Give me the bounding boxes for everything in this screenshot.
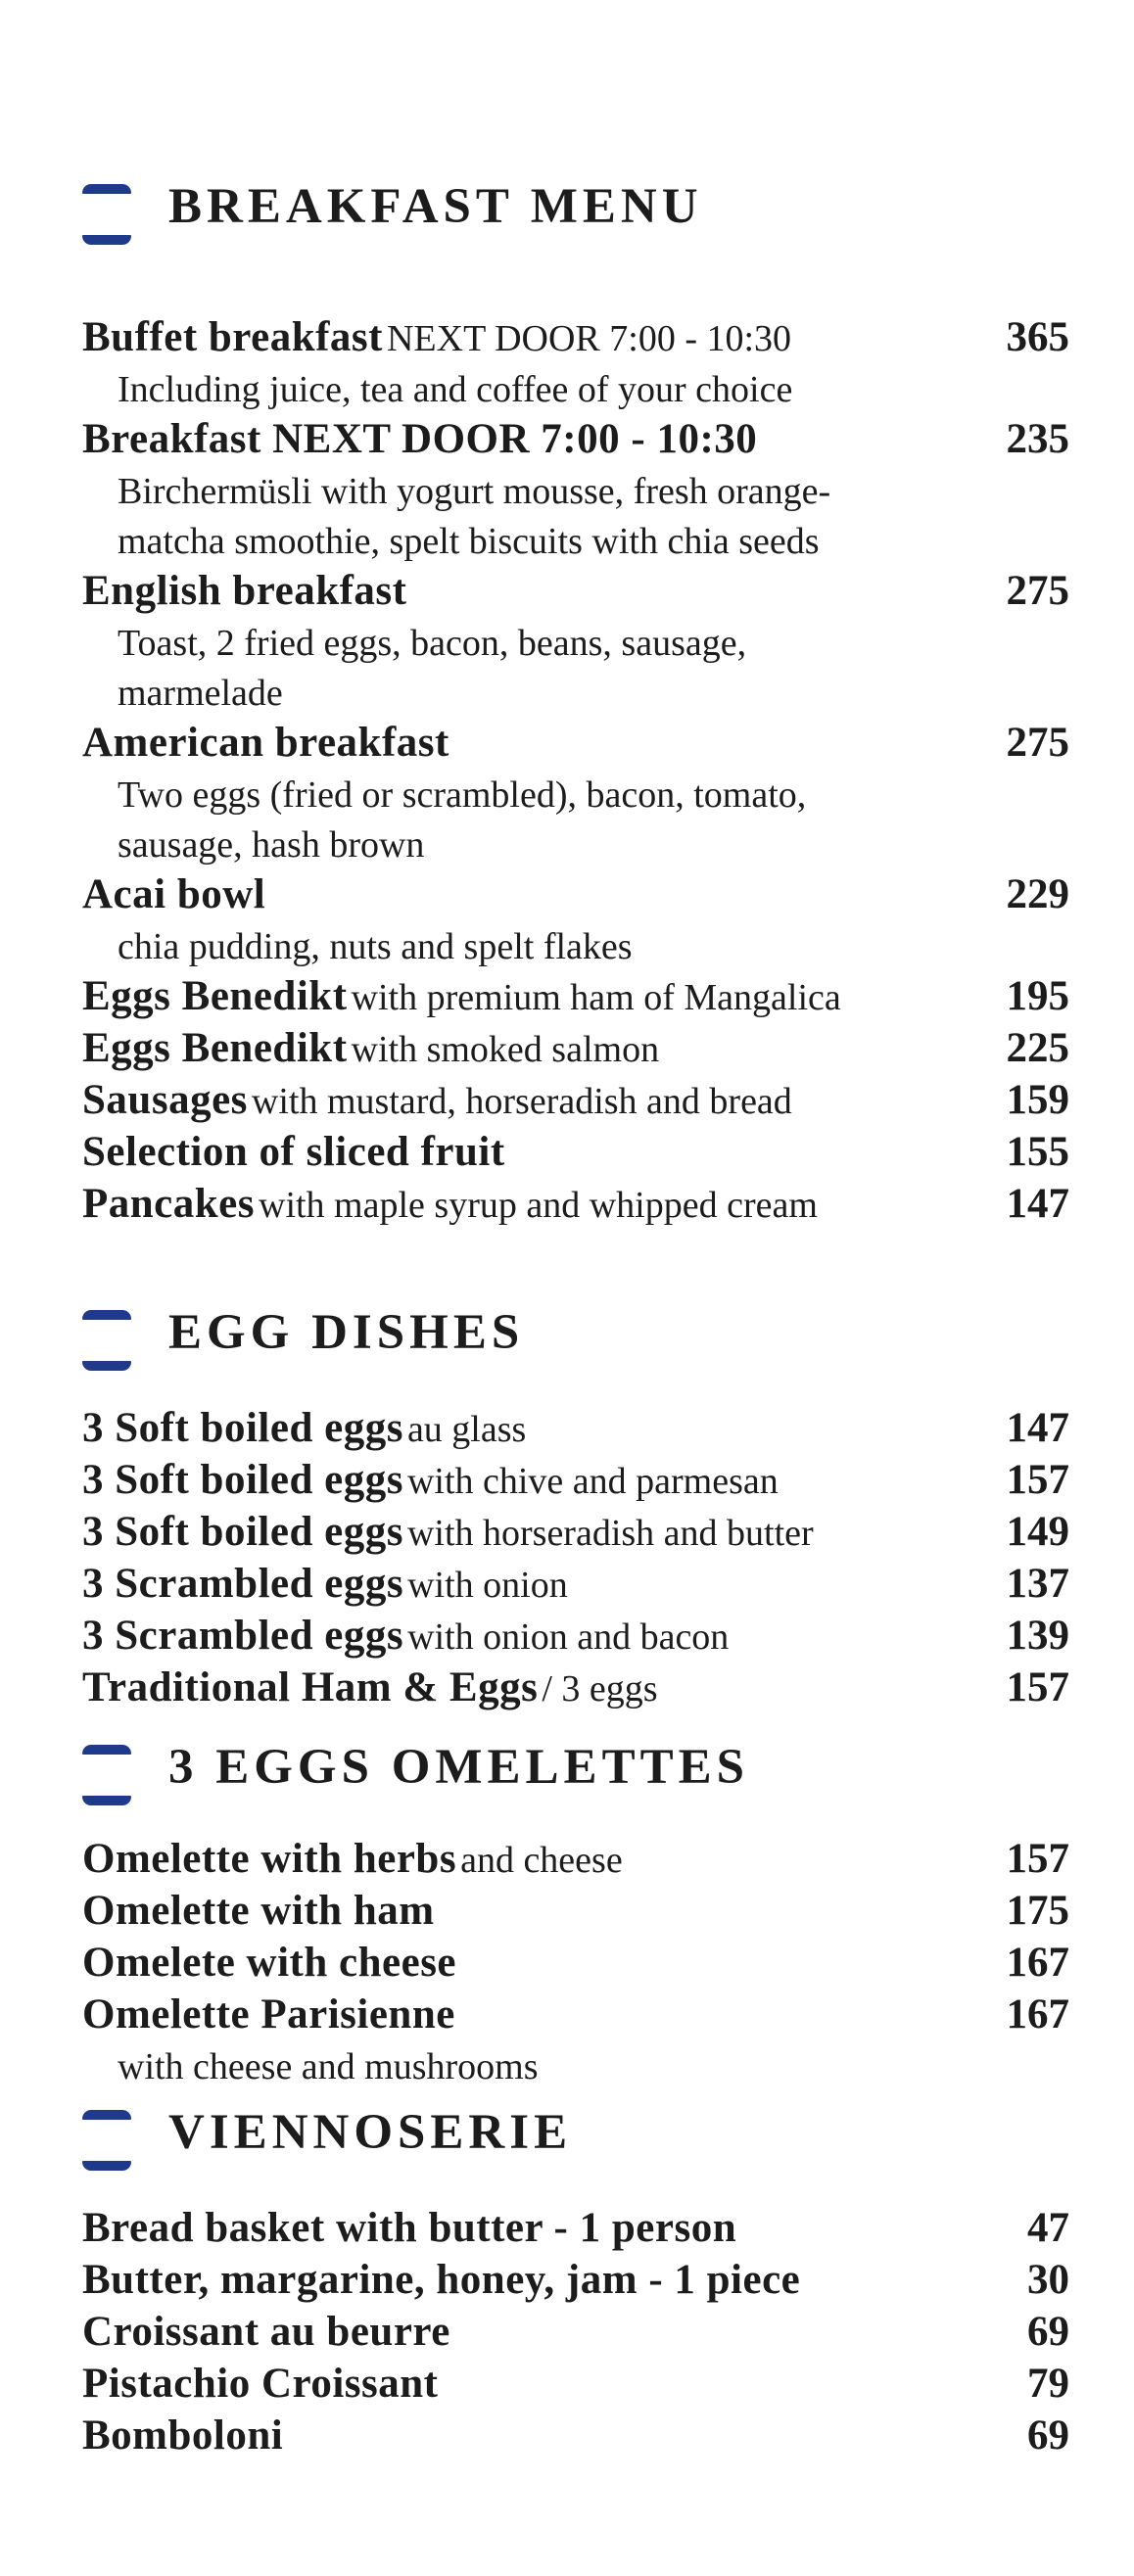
section-header [82, 1740, 1069, 1833]
item-price: 235 [1006, 416, 1069, 462]
item-name: Traditional Ham & Eggs [82, 1664, 539, 1710]
item-name: Bread basket with butter - 1 person [82, 2205, 737, 2251]
item-price: 69 [1027, 2412, 1069, 2459]
item-detail: / 3 eggs [542, 1668, 658, 1710]
menu-item [82, 1128, 1069, 1180]
section-breakfast-menu [82, 179, 1069, 1232]
item-description: Including juice, tea and coffee of your choice [118, 369, 793, 410]
menu-section-icon [82, 1745, 131, 1805]
item-name: 3 Soft boiled eggs [82, 1509, 403, 1555]
item-price: 159 [1006, 1077, 1069, 1123]
item-price: 147 [1006, 1181, 1069, 1227]
section-title: EGG DISHES [168, 1305, 525, 1360]
menu-item [82, 567, 1069, 719]
item-name: Breakfast NEXT DOOR 7:00 - 10:30 [82, 416, 758, 462]
section-viennoserie [82, 2105, 1069, 2463]
item-name: American breakfast [82, 720, 449, 766]
item-description: chia pudding, nuts and spelt flakes [118, 926, 633, 967]
item-price: 365 [1006, 314, 1069, 360]
section-title: VIENNOSERIE [168, 2105, 573, 2160]
item-name: Omelette with ham [82, 1888, 435, 1934]
item-name: 3 Soft boiled eggs [82, 1405, 403, 1451]
menu-item [82, 1404, 1069, 1456]
section-header [82, 1305, 1069, 1398]
item-name: Sausages [82, 1077, 248, 1123]
item-price: 79 [1027, 2361, 1069, 2407]
item-description: sausage, hash brown [118, 824, 425, 866]
section-egg-dishes [82, 1305, 1069, 1715]
menu-item [82, 415, 1069, 567]
menu-item [82, 1663, 1069, 1715]
item-price: 195 [1006, 973, 1069, 1019]
item-detail: with maple syrup and whipped cream [259, 1185, 818, 1226]
menu-item [82, 1991, 1069, 2092]
item-price: 69 [1027, 2309, 1069, 2355]
section-header [82, 2105, 1069, 2198]
item-detail: NEXT DOOR 7:00 - 10:30 [386, 318, 792, 359]
item-name: Omelete with cheese [82, 1940, 457, 1986]
item-name: 3 Scrambled eggs [82, 1561, 404, 1607]
item-name: Selection of sliced fruit [82, 1129, 505, 1175]
item-detail: with onion and bacon [407, 1616, 730, 1658]
menu-section-icon [82, 184, 131, 245]
item-name: Butter, margarine, honey, jam - 1 piece [82, 2257, 801, 2303]
item-description: Toast, 2 fried eggs, bacon, beans, sausage, [118, 623, 747, 664]
item-price: 275 [1006, 720, 1069, 766]
item-detail: and cheese [460, 1840, 623, 1881]
item-name: Acai bowl [82, 871, 266, 917]
menu-item [82, 2308, 1069, 2360]
menu-item [82, 1456, 1069, 1508]
section-title: 3 EGGS OMELETTES [168, 1740, 749, 1795]
section-title: BREAKFAST MENU [168, 179, 703, 234]
item-detail: with mustard, horseradish and bread [251, 1081, 792, 1122]
item-price: 157 [1006, 1664, 1069, 1710]
item-price: 47 [1027, 2205, 1069, 2251]
menu-item [82, 1835, 1069, 1887]
section-3-eggs-omelettes [82, 1740, 1069, 2092]
item-description: marmelade [118, 673, 283, 714]
menu-item [82, 313, 1069, 415]
item-price: 157 [1006, 1457, 1069, 1503]
item-name: Omelette Parisienne [82, 1991, 455, 2037]
menu-item [82, 719, 1069, 870]
menu-item [82, 972, 1069, 1024]
menu-item [82, 870, 1069, 972]
menu-item [82, 2256, 1069, 2308]
item-detail: au glass [406, 1409, 527, 1450]
menu-item [82, 2204, 1069, 2256]
item-name: Pistachio Croissant [82, 2361, 439, 2407]
item-description: with cheese and mushrooms [118, 2046, 539, 2087]
item-name: Croissant au beurre [82, 2309, 450, 2355]
item-name: Omelette with herbs [82, 1836, 457, 1882]
menu-section-icon [82, 1310, 131, 1371]
item-price: 275 [1006, 568, 1069, 614]
menu-item [82, 1887, 1069, 1939]
item-description: Two eggs (fried or scrambled), bacon, tomato, [118, 774, 807, 816]
item-price: 30 [1027, 2257, 1069, 2303]
item-description: Birchermüsli with yogurt mousse, fresh orange- [118, 471, 831, 512]
item-price: 167 [1006, 1940, 1069, 1986]
item-name: Buffet breakfast [82, 314, 383, 360]
item-name: Eggs Benedikt [82, 1025, 348, 1071]
item-price: 149 [1006, 1509, 1069, 1555]
item-name: 3 Soft boiled eggs [82, 1457, 403, 1503]
menu-item [82, 1560, 1069, 1612]
item-detail: with onion [407, 1565, 568, 1606]
item-price: 157 [1006, 1836, 1069, 1882]
item-price: 139 [1006, 1613, 1069, 1659]
menu-item [82, 2360, 1069, 2412]
item-price: 155 [1006, 1129, 1069, 1175]
item-detail: with chive and parmesan [406, 1461, 779, 1502]
item-detail: with horseradish and butter [406, 1513, 814, 1554]
menu-section-icon [82, 2110, 131, 2171]
menu-item [82, 1508, 1069, 1560]
item-description: matcha smoothie, spelt biscuits with chia seeds [118, 521, 820, 562]
item-detail: with premium ham of Mangalica [351, 977, 841, 1018]
menu-item [82, 1024, 1069, 1076]
item-price: 147 [1006, 1405, 1069, 1451]
item-name: Bomboloni [82, 2412, 284, 2459]
item-price: 229 [1006, 871, 1069, 917]
menu-item [82, 1180, 1069, 1232]
item-name: 3 Scrambled eggs [82, 1613, 404, 1659]
menu-item [82, 1939, 1069, 1991]
item-name: Eggs Benedikt [82, 973, 348, 1019]
item-name: Pancakes [82, 1181, 255, 1227]
section-header [82, 179, 1069, 272]
menu-item [82, 1612, 1069, 1663]
menu-item [82, 1076, 1069, 1128]
item-name: English breakfast [82, 568, 407, 614]
item-detail: with smoked salmon [351, 1029, 660, 1070]
item-price: 167 [1006, 1991, 1069, 2037]
menu-item [82, 2412, 1069, 2463]
item-price: 175 [1006, 1888, 1069, 1934]
item-price: 137 [1006, 1561, 1069, 1607]
item-price: 225 [1006, 1025, 1069, 1071]
